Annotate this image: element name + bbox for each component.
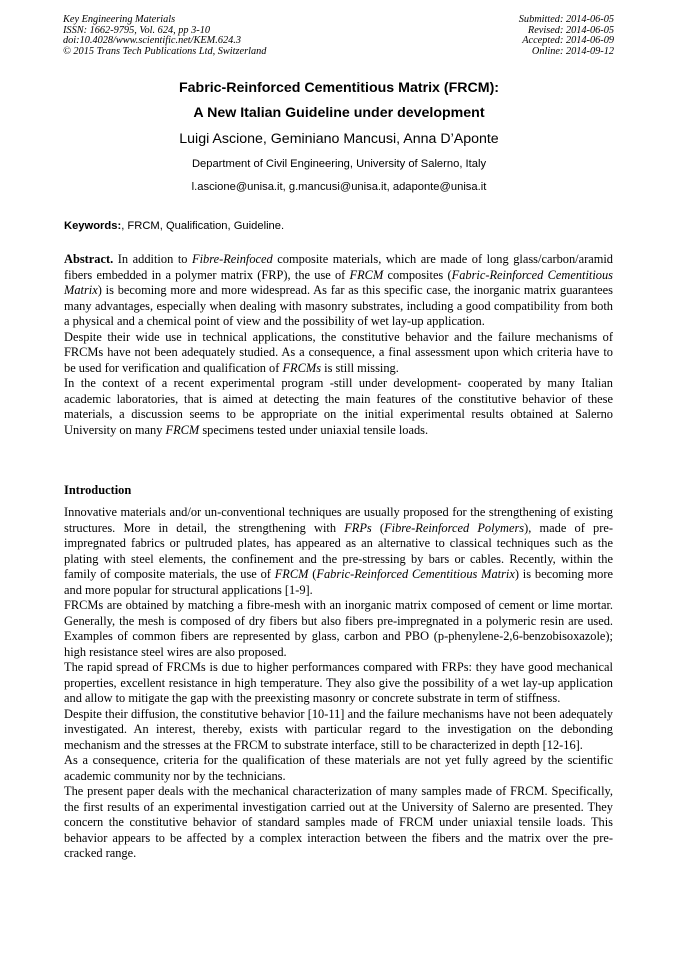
abstract-text: Despite their wide use in technical applications, the constitutive behavior and the failure mechanisms of FRCMs have not been adequately studied. As a consequence, a final assessment upon which criteria have to be used for verification and qualification of [64,329,613,375]
intro-paragraph-2: FRCMs are obtained by matching a fibre-mesh with an inorganic matrix composed of cement or lime mortar. Generally, the mesh is composed of dry fibers but also fibers pre-impregnated in a polymeric resin are used. Examples of common fibers are represented by glass, carbon and PBO (p-phenylene-2,6-benzobisoxazole); high resistance steel wires are also proposed. [64,598,613,659]
introduction-section [64,505,613,862]
abstract-text: composite materials, which are made of long glass/carbon/aramid fibers embedded in a polymer matrix (FRP), the use of [64,252,613,282]
intro-paragraph-4: Despite their diffusion, the constitutive behavior [10-11] and the failure mechanisms have not been adequately investigated. An interest, thereby, exists with particular regard to the investigation on the debonding mechanism and the stresses at the FRCM to substrate interface, still to be characterized in depth [12-16]. [64,706,613,752]
abstract-paragraph-2 [64,330,613,377]
keywords [64,220,284,232]
abstract-paragraph-1 [64,252,613,330]
intro-emphasis: FRCM [274,567,309,581]
intro-paragraph-3: The rapid spread of FRCMs is due to higher performances compared with FRPs: they have good mechanical properties, excellent resistance in high temperature. They also give the possibility of a wet lay-up application and allow to mitigate the gap with the preexisting masonry or concrete substrate in term of stiffness. [64,660,613,705]
online-date: Online: 2014-09-12 [531,45,614,57]
submitted-date: Submitted: 2014-06-05 [518,14,614,25]
intro-text: ), made of pre-impregnated fabrics or pultruded plates, has appeared as an alternative to classical techniques such as the plating with steel elements, the confinement and the pre-stressing by bars or cables. Recently, within the family of composite materials, the use of [64,520,613,581]
issn: ISSN: 1662-9795, Vol. 624, pp 3-10 [63,24,211,36]
intro-text: Innovative materials and/or un-conventional techniques are usually proposed for the strengthening of existing structures. More in detail, the strengthening with [64,505,613,535]
abstract-emphasis: Fabric-Reinforced Cementitious Matrix [64,267,613,297]
intro-text: ( [308,567,317,581]
abstract-label: Abstract. [64,252,114,266]
affiliation: Department of Civil Engineering, University of Salerno, Italy [191,158,487,170]
revised-date: Revised: 2014-06-05 [527,24,614,36]
abstract-emphasis: Fibre-Reinfoced [192,252,273,266]
intro-text: ( [371,520,385,535]
keywords-text: , FRCM, Qualification, Guideline. [121,220,285,232]
publication-dates [519,15,614,57]
intro-paragraph-1 [64,505,613,598]
abstract-text: specimens tested under uniaxial tensile loads. [199,422,429,437]
journal-name: Key Engineering Materials [63,14,176,25]
doi: doi:10.4028/www.scientific.net/KEM.624.3 [63,35,241,47]
journal-info [63,15,266,57]
abstract-emphasis: FRCM [165,422,200,437]
intro-emphasis: Fabric-Reinforced Cementitious Matrix [316,567,515,581]
abstract-text: In the context of a recent experimental program -still under development- cooperated by many Italian academic laboratories, that is aimed at detecting the main features of the constitutive behavior of these materials, a discussion seems to be appropriate on the initial experimental results obtained at Salerno University on many [64,376,613,437]
authors: Luigi Ascione, Geminiano Mancusi, Anna D’Aponte [179,131,499,147]
intro-paragraph-5: As a consequence, criteria for the qualification of these materials are not yet fully agreed by the scientific academic community nor by the technicians. [64,753,613,783]
introduction-heading: Introduction [64,483,132,497]
abstract-text: composites ( [383,267,452,282]
intro-emphasis: FRPs [344,520,372,535]
copyright: © 2015 Trans Tech Publications Ltd, Switzerland [63,45,267,57]
abstract-emphasis: FRCMs [282,360,322,375]
intro-text: ) is becoming more and more popular for structural applications [1-9]. [64,567,613,597]
paper-title-line2: A New Italian Guideline under development [193,105,485,121]
abstract-emphasis: FRCM [349,267,384,282]
intro-emphasis: Fibre-Reinforced Polymers [384,520,525,535]
author-emails: l.ascione@unisa.it, g.mancusi@unisa.it, adaponte@unisa.it [191,181,487,193]
abstract-text: In addition to [113,252,193,266]
intro-paragraph-6: The present paper deals with the mechanical characterization of many samples made of FRCM. Specifically, the first results of an experimental investigation carried out at the University of Salerno are presented. They concern the constitutive behavior of standard samples made of FRCM under uniaxial tensile loads. This behavior appears to be affected by a complex interaction between the fibers and the matrix over the pre-cracked range. [64,784,613,860]
abstract-text: is still missing. [321,360,399,375]
paper-title-line1: Fabric-Reinforced Cementitious Matrix (FRCM): [178,80,500,96]
keywords-label: Keywords: [64,220,122,232]
abstract-section [64,252,613,438]
accepted-date: Accepted: 2014-06-09 [522,35,614,47]
abstract-paragraph-3 [64,376,613,438]
abstract-text: ) is becoming more and more widespread. As far as this specific case, the inorganic matrix guarantees many advantages, especially when dealing with masonry substrates, including a good compatibility from both a physical and a chemical point of view and the possibility of wet lay-up application. [64,283,613,328]
